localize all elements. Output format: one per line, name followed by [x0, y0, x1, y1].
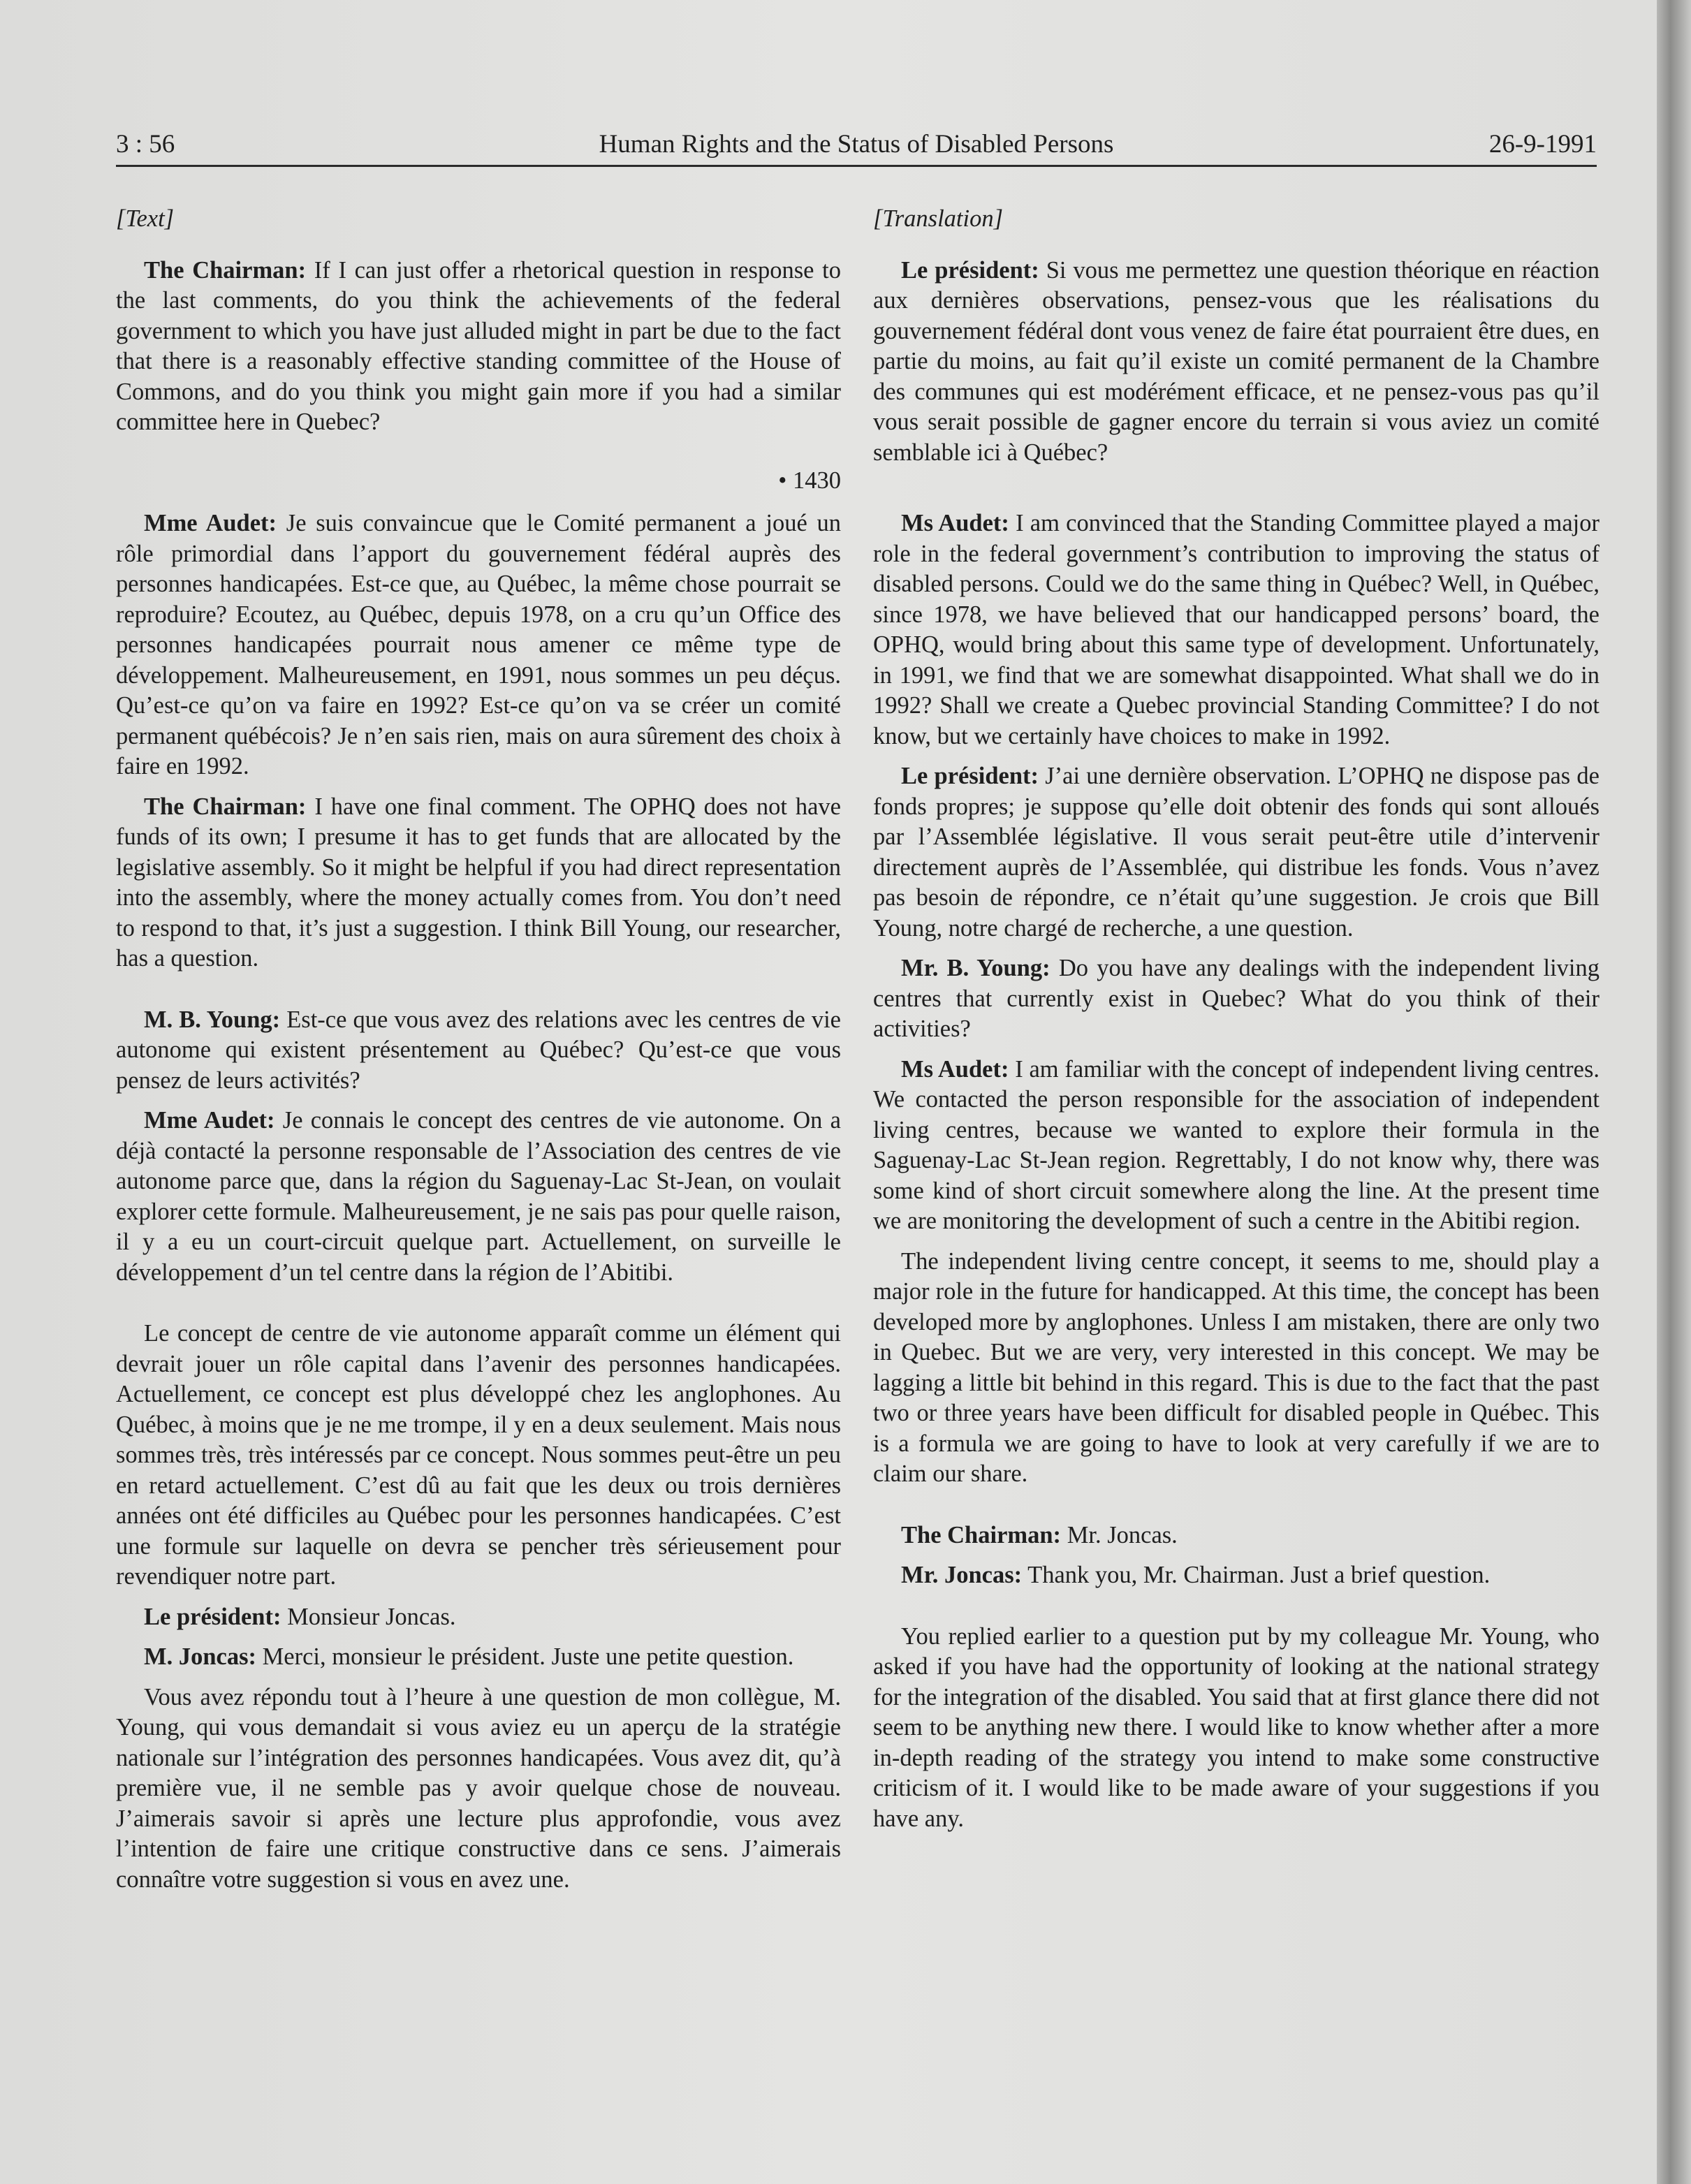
- speaker: M. B. Young:: [144, 1006, 281, 1033]
- english-column: [116, 204, 841, 1905]
- french-translation-column: [873, 204, 1600, 1844]
- page-header: [116, 123, 1597, 167]
- paragraph: You replied earlier to a question put by my colleague Mr. Young, who asked if you have had the opportunity of looking at the national strategy for the integration of the disabled. You said that at first glance there did not seem to be anything new there. I would like to know whether after a more in-depth reading of the strategy you intend to make some constructive criticism of it. I would like to be made aware of your suggestions if you have any.: [873, 1622, 1600, 1832]
- paragraph: Le concept de centre de vie autonome apparaît comme un élément qui devrait jouer un rôle capital dans l’avenir des personnes handicapées. Actuellement, ce concept est plus développé chez les anglophones. Au Québec, à moins que je ne me trompe, il y en a deux seulement. Mais nous sommes très, très intéressés par ce concept. Nous sommes peut-être un peu en retard actuellement. C’est dû au fait que les deux ou trois dernières années ont été difficiles au Québec pour les personnes handicapées. C’est une formule sur laquelle on devra se pencher très sérieusement pour revendiquer notre part.: [116, 1320, 841, 1590]
- paragraph: Ms Audet: I am convinced that the Standing Committee played a major role in the federal government’s contribution to improving the status of disabled persons. Could we do the same thing in Québec? Well, in Québec, since 1978, we have believed that our handicapped persons’ board, the OPHQ, would bring about this same type of development. Unfortunately, in 1991, we find that we are somewhat disappointed. What shall we do in 1992? Shall we create a Quebec provincial Standing Committee? I do not know, but we certainly have choices to make in 1992.: [873, 510, 1600, 749]
- column-tag: [Text]: [116, 205, 175, 232]
- time-marker: • 1430: [778, 467, 841, 494]
- speaker: The Chairman:: [144, 256, 307, 284]
- paragraph: Le président: J’ai une dernière observation. L’OPHQ ne dispose pas de fonds propres; je suppose qu’elle doit obtenir des fonds qui sont alloués par l’Assemblée législative. Il vous serait peut-être utile d’intervenir directement auprès de l’Assemblée, qui distribue les fonds. Vous n’avez pas besoin de répondre, ce n’était qu’une suggestion. Je crois que Bill Young, notre chargé de recherche, a une question.: [873, 763, 1600, 941]
- running-title: Human Rights and the Status of Disabled Persons: [599, 130, 1114, 159]
- speaker: Ms Audet:: [901, 1055, 1009, 1083]
- speaker: Mr. B. Young:: [901, 955, 1051, 981]
- speaker: Mme Audet:: [144, 510, 277, 536]
- paragraph: Ms Audet: I am familiar with the concept of independent living centres. We contacted the person responsible for the association of independent living centres, because we wanted to explore their formula in the Saguenay-Lac St-Jean region. Regrettably, I do not know why, there was some kind of short circuit somewhere along the line. At the present time we are monitoring the development of such a centre in the Abitibi region.: [873, 1055, 1600, 1234]
- paragraph: The Chairman: Mr. Joncas.: [901, 1521, 1178, 1548]
- speaker: Le président:: [901, 256, 1039, 284]
- speaker: Ms Audet:: [901, 510, 1009, 536]
- paragraph: M. Joncas: Merci, monsieur le président. Juste une petite question.: [144, 1643, 794, 1670]
- binding-edge: [1657, 0, 1691, 2184]
- paragraph: Mme Audet: Je connais le concept des centres de vie autonome. On a déjà contacté la personne responsable de l’Association des centres de vie autonome parce que, dans la région du Saguenay-Lac St-Jean, on voulait explorer cette formule. Malheureusement, je ne sais pas pour quelle raison, il y a eu un court-circuit quelque part. Actuellement, on surveille le développement d’un tel centre dans la région de l’Abitibi.: [116, 1107, 841, 1286]
- speaker: Mme Audet:: [144, 1107, 275, 1134]
- paragraph: Mr. B. Young: Do you have any dealings with the independent living centres that currently exist in Quebec? What do you think of their activities?: [873, 955, 1600, 1042]
- page-number: 3 : 56: [116, 130, 175, 159]
- paragraph: Mme Audet: Je suis convaincue que le Comité permanent a joué un rôle primordial dans l’apport du gouvernement fédéral auprès des personnes handicapées. Est-ce que, au Québec, la même chose pourrait se reproduire? Ecoutez, au Québec, depuis 1978, on a cru qu’un Office des personnes handicapées pourrait nous amener ce même type de développement. Malheureusement, en 1991, nous sommes un peu déçus. Qu’est-ce qu’on va faire en 1992? Est-ce qu’on va se créer un comité permanent québécois? Je n’en sais rien, mais on aura sûrement des choix à faire en 1992.: [116, 510, 841, 779]
- paragraph: The Chairman: I have one final comment. The OPHQ does not have funds of its own; I presume it has to get funds that are allocated by the legislative assembly. So it might be helpful if you had direct representation into the assembly, where the money actually comes from. You don’t need to respond to that, it’s just a suggestion. I think Bill Young, our researcher, has a question.: [116, 793, 841, 972]
- speaker: The Chairman:: [144, 793, 307, 820]
- speaker: The Chairman:: [901, 1521, 1062, 1548]
- paragraph: The independent living centre concept, it seems to me, should play a major role in the future for handicapped. At this time, the concept has been developed more by anglophones. Unless I am mistaken, there are only two in Quebec. But we are very, very interested in this concept. We may be lagging a little bit behind in this regard. This is due to the fact that the past two or three years have been difficult for disabled people in Québec. This is a formula we are going to have to look at very carefully if we are to claim our share.: [873, 1247, 1600, 1487]
- paragraph: Mr. Joncas: Thank you, Mr. Chairman. Just a brief question.: [901, 1562, 1491, 1588]
- column-tag: [Translation]: [873, 205, 1004, 232]
- paragraph: Vous avez répondu tout à l’heure à une question de mon collègue, M. Young, qui vous demandait si vous aviez eu un aperçu de la stratégie nationale sur l’intégration des personnes handicapées. Vous avez dit, qu’à première vue, il ne semble pas y avoir quelque chose de nouveau. J’aimerais savoir si après une lecture plus approfondie, vous avez l’intention de faire une critique constructive dans ce sens. J’aimerais connaître votre suggestion si vous en avez une.: [116, 1683, 841, 1893]
- speaker: Le président:: [144, 1603, 281, 1630]
- speaker: M. Joncas:: [144, 1643, 256, 1670]
- paragraph: Le président: Si vous me permettez une question théorique en réaction aux dernières observations, pensez-vous que les réalisations du gouvernement fédéral dont vous venez de faire état pourraient être dues, en partie du moins, au fait qu’il existe un comité permanent de la Chambre des communes qui est modérément efficace, et ne pensez-vous pas qu’il vous serait possible de gagner encore du terrain si vous aviez un comité semblable ici à Québec?: [873, 256, 1600, 466]
- header-date: 26-9-1991: [1488, 130, 1597, 159]
- speaker: Le président:: [901, 763, 1039, 789]
- speaker: Mr. Joncas:: [901, 1562, 1023, 1588]
- paragraph: M. B. Young: Est-ce que vous avez des relations avec les centres de vie autonome qui existent présentement au Québec? Qu’est-ce que vous pensez de leurs activités?: [116, 1006, 841, 1094]
- paragraph: Le président: Monsieur Joncas.: [144, 1603, 456, 1630]
- paragraph: The Chairman: If I can just offer a rhetorical question in response to the last comments, do you think the achievements of the federal government to which you have just alluded might in part be due to the fact that there is a reasonably effective standing committee of the House of Commons, and do you think you might gain more if you had a similar committee here in Quebec?: [116, 256, 841, 435]
